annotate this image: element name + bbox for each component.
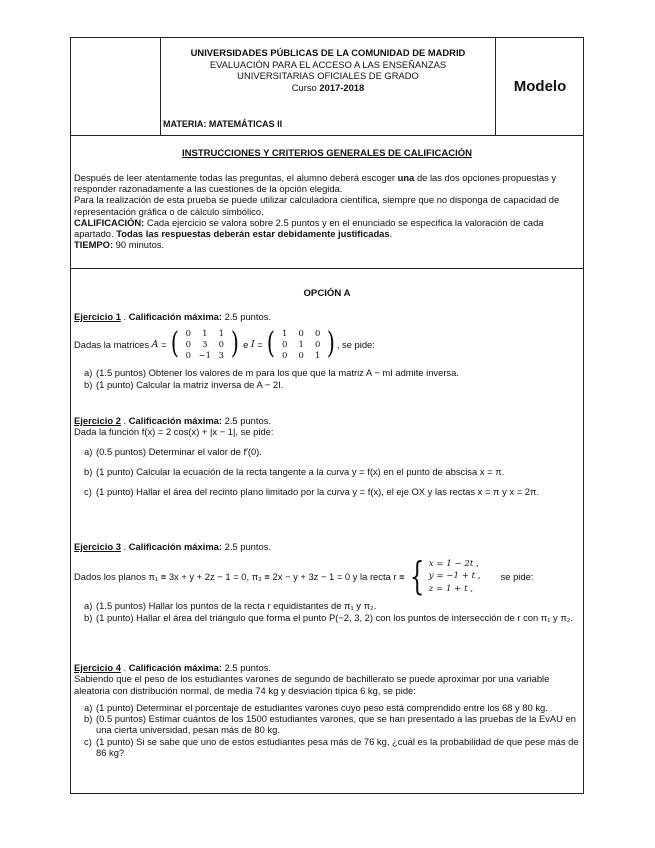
line-system: x = 1 − 2t , y = −1 + t , z = 1 + t , xyxy=(428,558,481,594)
exercise-2-a: a) (0.5 puntos) Determinar el valor de f′(0). xyxy=(84,445,262,457)
modelo-label: Modelo xyxy=(495,38,584,135)
exercise-3-heading: Ejercicio 3 . Calificación máxima: 2.5 puntos. xyxy=(74,541,271,552)
matrix-i-entry: 0 xyxy=(314,327,321,338)
instructions-section xyxy=(71,135,583,269)
instructions-p2: Para la realización de esta prueba se puede utilizar calculadora científica, siempre que no disponga de capacidad de representación gráfica o de cálculo simbólico. xyxy=(74,194,560,217)
exercise-1-heading: Ejercicio 1 . Calificación máxima: 2.5 puntos. xyxy=(74,311,271,322)
header-center-cell xyxy=(161,47,495,93)
exercise-4 xyxy=(74,662,580,758)
matrix-i-entry: 1 xyxy=(314,349,321,360)
exercise-4-b: b) (0.5 puntos) Estimar cuántos de los 1500 estudiantes varones, que se han presentado a las pruebas de la EvAU en una cierta universidad, pesan más de 80 kg. xyxy=(84,713,576,736)
instructions-p4: TIEMPO: 90 minutos. xyxy=(74,239,165,251)
matrix-a-entry: 0 xyxy=(185,327,191,338)
instructions-body xyxy=(74,172,578,250)
header-line-2: EVALUACIÓN PARA EL ACCESO A LAS ENSEÑANZAS xyxy=(209,58,447,70)
exercise-2-c: c) (1 punto) Hallar el área del recinto plano limitado por la curva y = f(x), el eje OX y las rectas x = π y x = 2π. xyxy=(84,486,540,498)
exercise-4-heading: Ejercicio 4 . Calificación máxima: 2.5 puntos. xyxy=(74,662,271,673)
course-year: Curso 2017-2018 xyxy=(291,81,365,93)
exercise-1-a: a) (1.5 puntos) Obtener los valores de m para los que que la matriz A − mI admite inversa. xyxy=(84,367,459,379)
header-left-cell xyxy=(71,38,161,135)
matrix-i: ( 1 0 0 0 1 0 0 0 1 ) xyxy=(267,326,336,362)
matrix-i-entry: 1 xyxy=(281,327,288,338)
exercise-1-b: b) (1 punto) Calcular la matriz inversa de A − 2I. xyxy=(84,378,284,390)
exercise-3-a: a) (1.5 puntos) Hallar los puntos de la recta r equidistantes de π₁ y π₂. xyxy=(84,600,377,612)
exam-sheet xyxy=(70,37,584,794)
exercise-2-statement: Dada la función f(x) = 2 cos(x) + |x − 1|, se pide: xyxy=(74,426,274,438)
matrix-a-entry: 0 xyxy=(185,349,191,360)
exercise-4-c: c) (1 punto) Si se sabe que uno de estos estudiantes pesa más de 76 kg, ¿cuál es la probabilidad de que pese más de 86 kg? xyxy=(84,735,579,759)
option-title: OPCIÓN A xyxy=(303,288,351,299)
matrix-i-entry: 0 xyxy=(281,338,288,349)
exercise-1 xyxy=(74,311,580,390)
university-title: UNIVERSIDADES PÚBLICAS DE LA COMUNIDAD DE MADRID xyxy=(190,47,466,58)
exercise-3-statement: Dados los planos π₁ ≡ 3x + y + 2z − 1 = 0, π₂ ≡ 2x − y + 3z − 1 = 0 y la recta r ≡ { x = 1 − 2t , y = −1 + t , z = 1 + t , se pide: xyxy=(74,554,534,599)
matrix-a-entry: 3 xyxy=(218,349,224,360)
exercise-2-heading: Ejercicio 2 . Calificación máxima: 2.5 puntos. xyxy=(74,415,271,426)
matrix-i-entry: 0 xyxy=(314,338,321,349)
header-line-3: UNIVERSITARIAS OFICIALES DE GRADO xyxy=(237,70,419,81)
exercise-1-statement: Dadas la matrices A = ( 0 1 1 0 3 0 0 −1 3 ) e I = ( 1 0 0 0 1 0 0 0 1 ) , se pide: xyxy=(74,326,375,362)
matrix-a-entry: 0 xyxy=(185,338,191,349)
exercise-2 xyxy=(74,415,580,497)
subject-label: MATERIA: MATEMÁTICAS II xyxy=(163,119,283,129)
exercise-3 xyxy=(74,541,580,623)
exercise-2-b: b) (1 punto) Calcular la ecuación de la recta tangente a la curva y = f(x) en el punto de abscisa x = π. xyxy=(84,465,505,477)
matrix-i-entry: 0 xyxy=(298,327,304,338)
instructions-title: INSTRUCCIONES Y CRITERIOS GENERALES DE CALIFICACIÓN xyxy=(182,148,472,159)
matrix-a-entry: 1 xyxy=(202,327,208,338)
exercise-4-statement: Sabiendo que el peso de los estudiantes varones de segundo de bachillerato se puede aproximar por una variable aleatoria con distribución normal, de media 74 kg y desviación típica 6 kg, se pide: xyxy=(74,673,550,696)
exercise-3-b: b) (1 punto) Hallar el área del triángulo que forma el punto P(−2, 3, 2) con los puntos de intersección de r con π₁ y π₂. xyxy=(84,611,574,623)
exam-header xyxy=(71,38,583,136)
matrix-i-entry: 0 xyxy=(281,349,288,360)
instructions-p1: Después de leer atentamente todas las preguntas, el alumno deberá escoger una de las dos opciones propuestas y responder razonadamente a las cuestiones de la opción elegida. xyxy=(74,172,557,195)
matrix-a-entry: −1 xyxy=(198,349,211,360)
matrix-a: ( 0 1 1 0 3 0 0 −1 3 ) xyxy=(170,326,239,362)
matrix-i-entry: 1 xyxy=(298,338,304,349)
exercise-4-a: a) (1 punto) Determinar el porcentaje de estudiantes varones cuyo peso está comprendido entre los 68 y 80 kg. xyxy=(84,701,548,713)
matrix-a-entry: 1 xyxy=(218,327,224,338)
instructions-p3: CALIFICACIÓN: Cada ejercicio se valora sobre 2.5 puntos y en el enunciado se especifica la valoración de cada apartado. Todas las respuestas deberán estar debidamente justificadas. xyxy=(74,216,544,240)
matrix-a-entry: 0 xyxy=(218,338,224,349)
matrix-i-entry: 0 xyxy=(298,349,304,360)
matrix-a-entry: 3 xyxy=(202,338,208,349)
